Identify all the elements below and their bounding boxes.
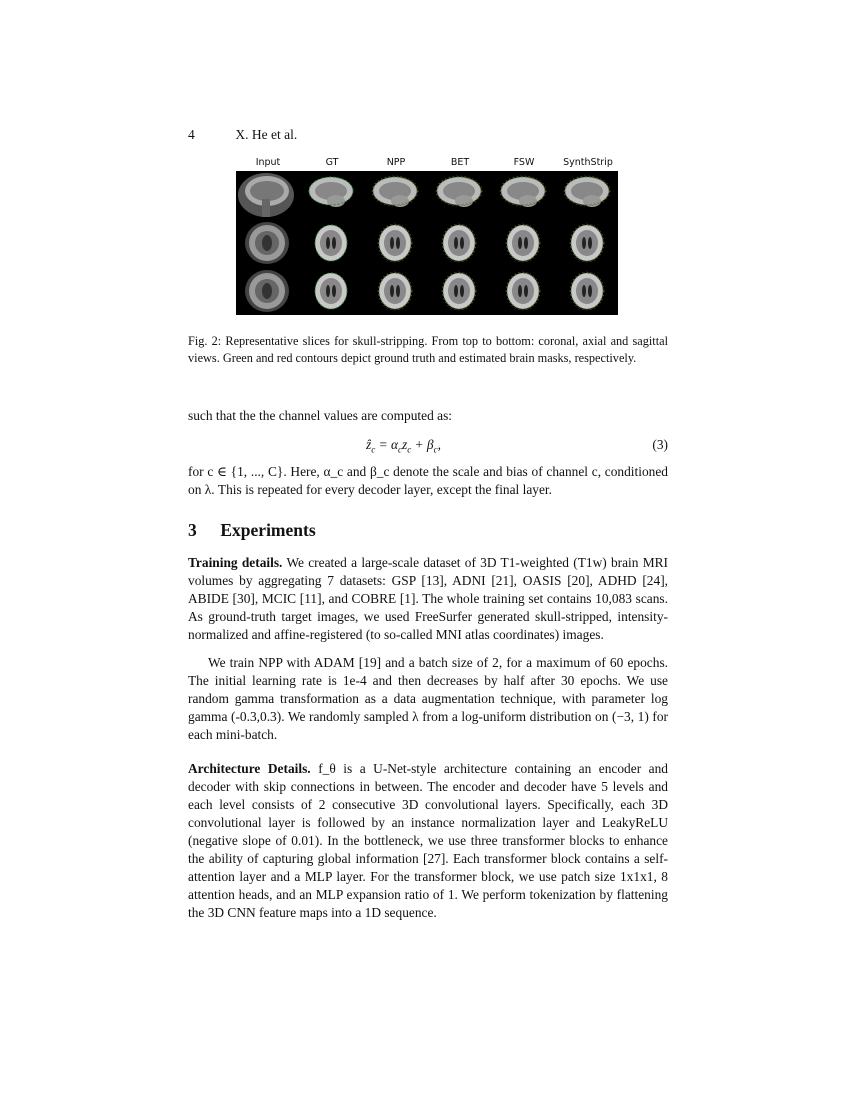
running-header [188, 127, 297, 143]
page-number: 4 [188, 127, 195, 142]
mri-slice-coronal-5 [556, 267, 618, 315]
mri-slice-coronal-4 [492, 267, 554, 315]
figure-caption: Fig. 2: Representative slices for skull-stripping. From top to bottom: coronal, axial and sagittal views. Green and red contours depict ground truth and estimated brain masks, respectively. [188, 334, 668, 365]
mri-slice-sagittal-1 [300, 171, 362, 219]
equation-number: (3) [652, 437, 668, 452]
mri-slice-sagittal-4 [492, 171, 554, 219]
col-label-synthstrip: SynthStrip [563, 157, 613, 168]
mri-slice-axial-4 [492, 219, 554, 267]
mri-slice-sagittal-0 [236, 171, 298, 219]
section-title: Experiments [220, 520, 316, 540]
paragraph-training-schedule: We train NPP with ADAM [19] and a batch size of 2, for a maximum of 60 epochs. The initial learning rate is 1e-4 and then decreases by half after 30 epochs. We use random gamma transformation as a data augmentation technique, with parameter log gamma (-0.3,0.3). We randomly sampled λ from a log-uniform distribution on (−3, 1) for each mini-batch. [188, 655, 668, 742]
section-heading [188, 520, 316, 541]
architecture-details-heading: Architecture Details. [188, 761, 311, 776]
section-number: 3 [188, 520, 197, 540]
mri-slice-axial-2 [364, 219, 426, 267]
mri-slice-axial-3 [428, 219, 490, 267]
training-details-text: We created a large-scale dataset of 3D T1-weighted (T1w) brain MRI volumes by aggregating 7 datasets: GSP [13], ADNI [21], OASIS [20], ADHD [24], ABIDE [30], MCIC [11], and COBRE [1]. The whole training set contains 10,083 scans. As ground-truth target images, we used FreeSurfer generated skull-stripped, intensity-normalized and affine-registered (to so-called MNI atlas coordinates) images. [188, 555, 669, 642]
running-authors: X. He et al. [235, 127, 298, 142]
col-label-bet: BET [450, 157, 470, 168]
mri-slice-coronal-3 [428, 267, 490, 315]
mri-slice-axial-1 [300, 219, 362, 267]
mri-slice-sagittal-2 [364, 171, 426, 219]
mri-slice-sagittal-3 [428, 171, 490, 219]
training-details-heading: Training details. [188, 555, 283, 570]
col-label-gt: GT [325, 157, 339, 168]
mri-slice-coronal-1 [300, 267, 362, 315]
equation-expression: ẑ$_c$ = $\alpha_cz_c + \beta_c$, [366, 437, 441, 455]
mri-slice-sagittal-5 [556, 171, 618, 219]
paragraph-channel-definition: for c ∈ {1, ..., C}. Here, α_c and β_c denote the scale and bias of channel c, conditioned on λ. This is repeated for every decoder layer, except the final layer. [188, 464, 668, 497]
paragraph-equation-intro: such that the the channel values are computed as: [188, 408, 452, 423]
col-label-input: Input [255, 157, 281, 168]
architecture-details-text: f_θ is a U-Net-style architecture containing an encoder and decoder with skip connections in between. The encoder and decoder have 5 levels and each level consists of 2 consecutive 3D convolutional layers. Specifically, each 3D convolutional layer is followed by an instance normalization layer and LeakyReLU (negative slope of 0.01). In the bottleneck, we use three transformer blocks to enhance the ability of capturing global information [27]. Each transformer block contains a self-attention layer and a MLP layer. For the transformer block, we use patch size 1x1x1, 8 attention heads, and an MLP expansion ratio of 1. We perform tokenization by flattening the 3D CNN feature maps into a 1D sequence. [188, 761, 668, 920]
mri-slice-axial-0 [236, 219, 298, 267]
paragraph-training-details [188, 554, 668, 644]
figure-column-labels [236, 157, 620, 171]
figure-2 [236, 157, 620, 315]
equation-3 [188, 433, 668, 457]
col-label-npp: NPP [386, 157, 406, 168]
mri-slice-axial-5 [556, 219, 618, 267]
mri-slice-coronal-0 [236, 267, 298, 315]
paragraph-architecture-details [188, 760, 668, 922]
mri-slice-grid [236, 171, 618, 315]
col-label-fsw: FSW [513, 157, 535, 168]
mri-slice-coronal-2 [364, 267, 426, 315]
